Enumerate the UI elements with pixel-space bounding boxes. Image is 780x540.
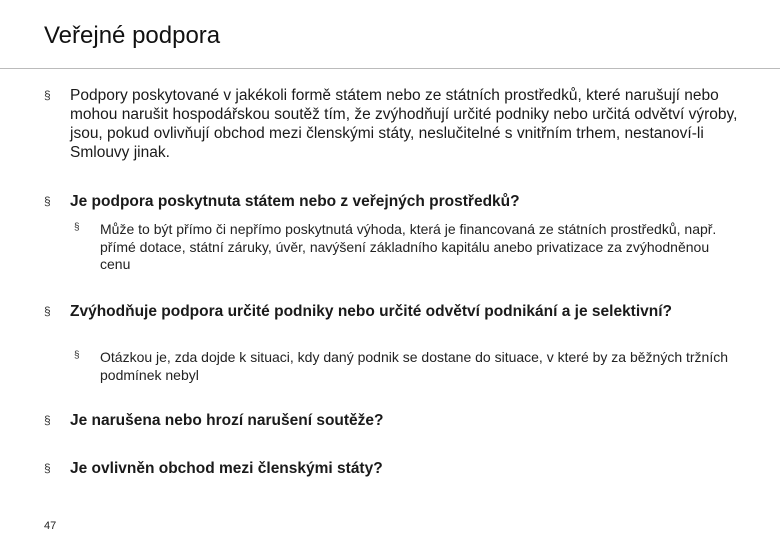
- bullet-icon: §: [44, 194, 51, 208]
- list-item-text: Zvýhodňuje podpora určité podniky nebo určité odvětví podnikání a je selektivní?: [70, 303, 673, 320]
- list-item-text: Je podpora poskytnuta státem nebo z veřejných prostředků?: [70, 193, 520, 210]
- page-title: Veřejné podpora: [44, 22, 221, 49]
- bullet-icon: §: [44, 413, 51, 427]
- title-divider: [0, 68, 780, 69]
- list-item-text: Podpory poskytované v jakékoli formě státem nebo ze státních prostředků, které narušují nebo mohou narušit hospodářskou soutěž tím, že zvýhodňují určité podniky nebo určitá odvětví výroby, jsou, pokud ovlivňují obchod mezi členskými státy, neslučitelné s vnitřním trhem, nestanoví-li Smlouvy jinak.: [70, 87, 738, 161]
- sub-list-item: [74, 349, 734, 384]
- sub-list-item-text: Může to být přímo či nepřímo poskytnutá výhoda, která je financovaná ze státních prostředků, např. přímé dotace, státní záruky, úvěr, navýšení základního kapitálu anebo privatizace za zvýhodněnou cenu: [100, 221, 717, 272]
- list-item: [44, 411, 754, 430]
- list-item: [44, 302, 754, 321]
- bullet-icon: §: [44, 461, 51, 475]
- sub-list-item-text: Otázkou je, zda dojde k situaci, kdy daný podnik se dostane do situace, v které by za běžných tržních podmínek nebyl: [100, 349, 729, 383]
- bullet-icon: §: [74, 350, 80, 361]
- list-item: [44, 192, 754, 211]
- page-number: 47: [44, 520, 57, 532]
- bullet-icon: §: [44, 304, 51, 318]
- sub-list-item: [74, 221, 734, 274]
- list-item-text: Je ovlivněn obchod mezi členskými státy?: [70, 460, 383, 477]
- list-item: [44, 459, 754, 478]
- list-item-text: Je narušena nebo hrozí narušení soutěže?: [70, 412, 384, 429]
- bullet-icon: §: [74, 222, 80, 233]
- list-item: [44, 86, 754, 162]
- bullet-icon: §: [44, 88, 51, 102]
